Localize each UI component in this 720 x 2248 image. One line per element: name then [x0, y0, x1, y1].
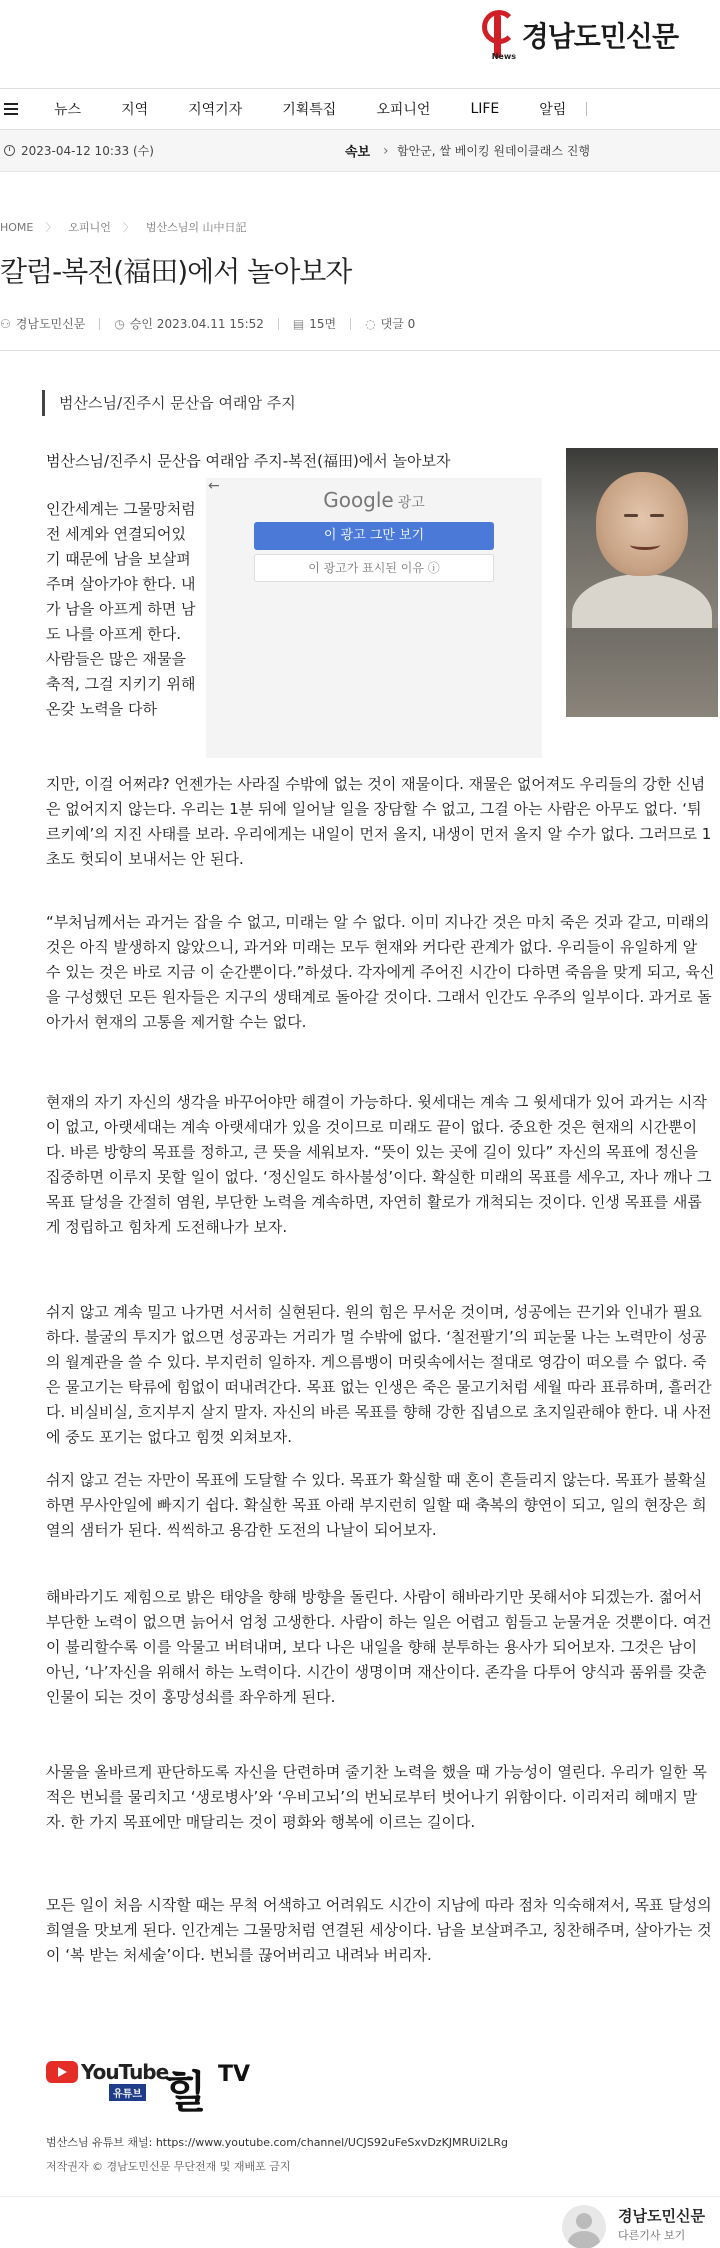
breaking-news-bar — [0, 130, 720, 172]
avatar — [562, 2205, 606, 2248]
menu-icon[interactable] — [4, 100, 18, 118]
ad-brand — [206, 488, 542, 512]
breaking-label: 속보 — [345, 145, 371, 160]
meta-approved — [114, 315, 264, 332]
nav-divider — [586, 102, 587, 116]
article-subtitle: 범산스님/진주시 문산읍 여래암 주지 — [42, 390, 296, 416]
page-number: 15면 — [309, 317, 337, 331]
heal-tv-logo: 힐 — [164, 2067, 207, 2118]
comment-count[interactable]: 댓글 0 — [380, 317, 416, 331]
meta-comments[interactable] — [365, 315, 415, 332]
clock-icon: ◷ — [114, 316, 125, 331]
article-paragraph: 해바라기도 제힘으로 밝은 태양을 향해 방향을 돌린다. 사람이 해바라기만 못해서야 되겠는가. 젊어서 부단한 노력이 없으면 늙어서 엄청 고생한다. 사람이 하는 일은 어렵고 힘들고 눈물겨운 것뿐이다. 여건이 불리할수록 이를 악물고 버텨내며, 보다 나은 내일을 향해 분투하는 용사가 되어보자. 그것은 남이 아닌, ‘나’자신을 위해서 하는 노력이다. 시간이 생명이며 재산이다. 존각을 다투어 양식과 품위를 갖춘 인물이 되는 것이 홍망성쇠를 좌우하게 된다. — [46, 1588, 712, 1706]
google-wordmark: Google — [323, 488, 394, 512]
nav-item-opinion[interactable]: 오피니언 — [376, 102, 431, 118]
article-paragraph: 쉬지 않고 걷는 자만이 목표에 도달할 수 있다. 목표가 확실할 때 혼이 흔들리지 않는다. 목표가 불확실하면 무사안일에 빠지기 쉽다. 확실한 목표 아래 부지런히 일할 때 축복의 향연이 되고, 일의 현장은 희열의 샘터가 된다. 씩씩하고 용감한 도전의 나날이 되어보자. — [46, 1471, 707, 1539]
youtube-play-icon — [46, 2061, 78, 2083]
masthead — [0, 0, 720, 78]
chevron-right-icon: › — [383, 142, 389, 159]
logo-text: 경남도민신문 — [521, 20, 678, 53]
youtube-badge: 유튜브 — [109, 2084, 146, 2101]
meta-author — [0, 315, 85, 332]
approved-time: 승인 2023.04.11 15:52 — [129, 317, 264, 331]
person-icon: ⚇ — [0, 316, 11, 331]
footer-author-name: 경남도민신문 — [618, 2207, 705, 2225]
more-articles-link[interactable]: 다른기사 보기 — [618, 2229, 686, 2242]
article-paragraph: 쉬지 않고 계속 밀고 나가면 서서히 실현된다. 원의 힘은 무서운 것이며, 성공에는 끈기와 인내가 필요하다. 불굴의 투지가 없으면 성공과는 거리가 멀 수밖에 없다. ‘칠전팔기’의 피눈물 나는 노력만이 성공의 월계관을 쓸 수 있다. 부지런히 일하자. 게으름뱅이 머릿속에서는 절대로 영감이 떠오를 수 없다. 죽은 물고기는 탁류에 힘없이 떠내려간다. 목표 없는 인생은 죽은 물고기처럼 세월 따라 표류하며, 흘러간다. 비실비실, 흐지부지 살지 말자. 자신의 바른 목표를 향해 강한 집념으로 초지일관해야 한다. 내 사전에 중도 포기는 없다고 힘껏 외쳐보자. — [46, 1303, 712, 1446]
article-paragraph: 지만, 이걸 어쩌랴? 언젠가는 사라질 수밖에 없는 것이 재물이다. 재물은 없어져도 우리들의 강한 신념은 없어지지 않는다. 우리는 1분 뒤에 일어날 일을 장담할 수 없고, 그걸 아는 사람은 아무도 없다. ‘튀르키예’의 지진 사태를 보라. 우리에게는 내일이 먼저 올지, 내생이 먼저 올지 알 수가 없다. 그러므로 1초도 헛되이 보내서는 안 된다. — [46, 775, 712, 868]
breadcrumb-home[interactable]: HOME — [0, 220, 34, 234]
nav-item-special[interactable]: 기획특집 — [282, 102, 337, 118]
current-date: 2023-04-12 10:33 (수) — [21, 144, 154, 158]
meta-divider — [99, 318, 100, 330]
breadcrumb-section[interactable]: 범산스님의 山中日記 — [145, 221, 247, 234]
youtube-banner[interactable] — [46, 2060, 251, 2118]
article-paragraph: 사물을 올바르게 판단하도록 자신을 단련하며 줄기찬 노력을 했을 때 가능성이 열린다. 우리가 일한 목적은 번뇌를 물리치고 ‘생로병사’와 ‘우비고뇌’의 번뇌로부터 벗어나기 위함이다. 이리저리 헤매지 말자. 한 가지 목표에만 매달리는 것이 평화와 행복에 이르는 길이다. — [46, 1763, 707, 1831]
nav-item-region[interactable]: 지역 — [121, 102, 149, 118]
clock-icon — [4, 145, 15, 156]
nav-item-region-reporter[interactable]: 지역기자 — [188, 102, 243, 118]
breadcrumb-separator: 〉 — [45, 221, 57, 234]
author-name: 경남도민신문 — [15, 317, 86, 331]
header-divider — [0, 350, 720, 351]
page-icon: ▤ — [292, 316, 305, 331]
meta-pages — [293, 315, 336, 332]
stop-ad-button[interactable]: 이 광고 그만 보기 — [254, 522, 494, 550]
article-paragraph: 모든 일이 처음 시작할 때는 무척 어색하고 어려워도 시간이 지남에 따라 점차 익숙해져서, 목표 달성의 희열을 맛보게 된다. 인간계는 그물망처럼 연결된 세상이다. 남을 보살펴주고, 칭찬해주며, 살아가는 것이 ‘복 받는 처세술’이다. 번뇌를 끊어버리고 내려놔 버리자. — [46, 1896, 712, 1964]
youtube-wordmark: YouTube — [81, 2060, 169, 2084]
author-photo — [566, 448, 718, 628]
author-footer — [0, 2196, 720, 2248]
article-title: 칼럼-복전(福田)에서 놀아보자 — [0, 255, 352, 288]
youtube-channel-link[interactable]: 범산스님 유튜브 채널: https://www.youtube.com/channel/UCJS92uFeSxvDzKJMRUi2LRg — [46, 2136, 509, 2149]
article-meta — [0, 315, 429, 332]
heal-tv-label: TV — [218, 2062, 251, 2087]
nav-item-notice[interactable]: 알림 — [539, 102, 567, 118]
site-logo[interactable] — [480, 6, 678, 64]
breaking-headline-link[interactable]: 함안군, 쌀 베이킹 원데이클래스 진행 — [397, 144, 590, 158]
logo-mark-icon — [480, 6, 516, 64]
article-paragraph-intro: 인간세계는 그물망처럼 전 세계와 연결되어있기 때문에 남을 보살펴주며 살아가야 한다. 내가 남을 아프게 하면 남도 나를 아프게 한다. 사람들은 많은 재물을 축적, 그걸 지키기 위해 온갖 노력을 다하 — [46, 500, 196, 718]
ad-label: 광고 — [397, 495, 425, 511]
article-paragraph: “부처님께서는 과거는 잡을 수 없고, 미래는 알 수 없다. 이미 지나간 것은 마치 죽은 것과 같고, 미래의 것은 아직 발생하지 않았으니, 과거와 미래는 모두 현재와 커다란 관계가 없다. 우리들이 유일하게 알 수 있는 것은 바로 지금 이 순간뿐이다.”하셨다. 각자에게 주어진 시간이 다하면 죽음을 맞게 되고, 육신을 구성했던 모든 원자들은 지구의 생태계로 돌아갈 것이다. 그래서 인간도 우주의 일부이다. 과거로 돌아가서 현재의 고통을 제거할 수는 없다. — [46, 913, 715, 1031]
logo-news-label: News — [491, 52, 516, 61]
meta-divider — [278, 318, 279, 330]
google-ad — [206, 478, 542, 758]
main-nav — [0, 88, 720, 130]
article-paragraph: 현재의 자기 자신의 생각을 바꾸어야만 해결이 가능하다. 윗세대는 계속 그 윗세대가 있어 과거는 시작이 없고, 아랫세대는 계속 아랫세대가 있을 것이므로 미래도 끝이 없다. 중요한 것은 현재의 시간뿐이다. 바른 방향의 목표를 정하고, 큰 뜻을 세워보자. “뜻이 있는 곳에 길이 있다” 자신의 목표에 정신을 집중하면 이루지 못할 일이 없다. ‘정신일도 하사불성’이다. 확실한 미래의 목표를 세우고, 자나 깨나 그 목표 달성을 간절히 염원, 부단한 노력을 계속하면, 자연히 활로가 개척되는 것이다. 인생 목표를 새롭게 정립하고 힘차게 도전해나가 보자. — [46, 1093, 712, 1236]
nav-item-life[interactable]: LIFE — [470, 101, 500, 117]
why-ad-button[interactable]: 이 광고가 표시된 이유 ⓘ — [254, 554, 494, 582]
breadcrumb — [0, 219, 247, 235]
breadcrumb-separator: 〉 — [122, 221, 134, 234]
meta-divider — [350, 318, 351, 330]
copyright-notice: 저작권자 © 경남도민신문 무단전재 및 재배포 금지 — [46, 2160, 291, 2173]
breadcrumb-opinion[interactable]: 오피니언 — [68, 221, 111, 234]
article-lead: 범산스님/진주시 문산읍 여래암 주지-복전(福田)에서 놀아보자 — [46, 452, 451, 470]
back-arrow-icon[interactable]: ← — [208, 478, 220, 494]
comment-icon: ◌ — [365, 316, 376, 331]
nav-item-news[interactable]: 뉴스 — [54, 102, 82, 118]
